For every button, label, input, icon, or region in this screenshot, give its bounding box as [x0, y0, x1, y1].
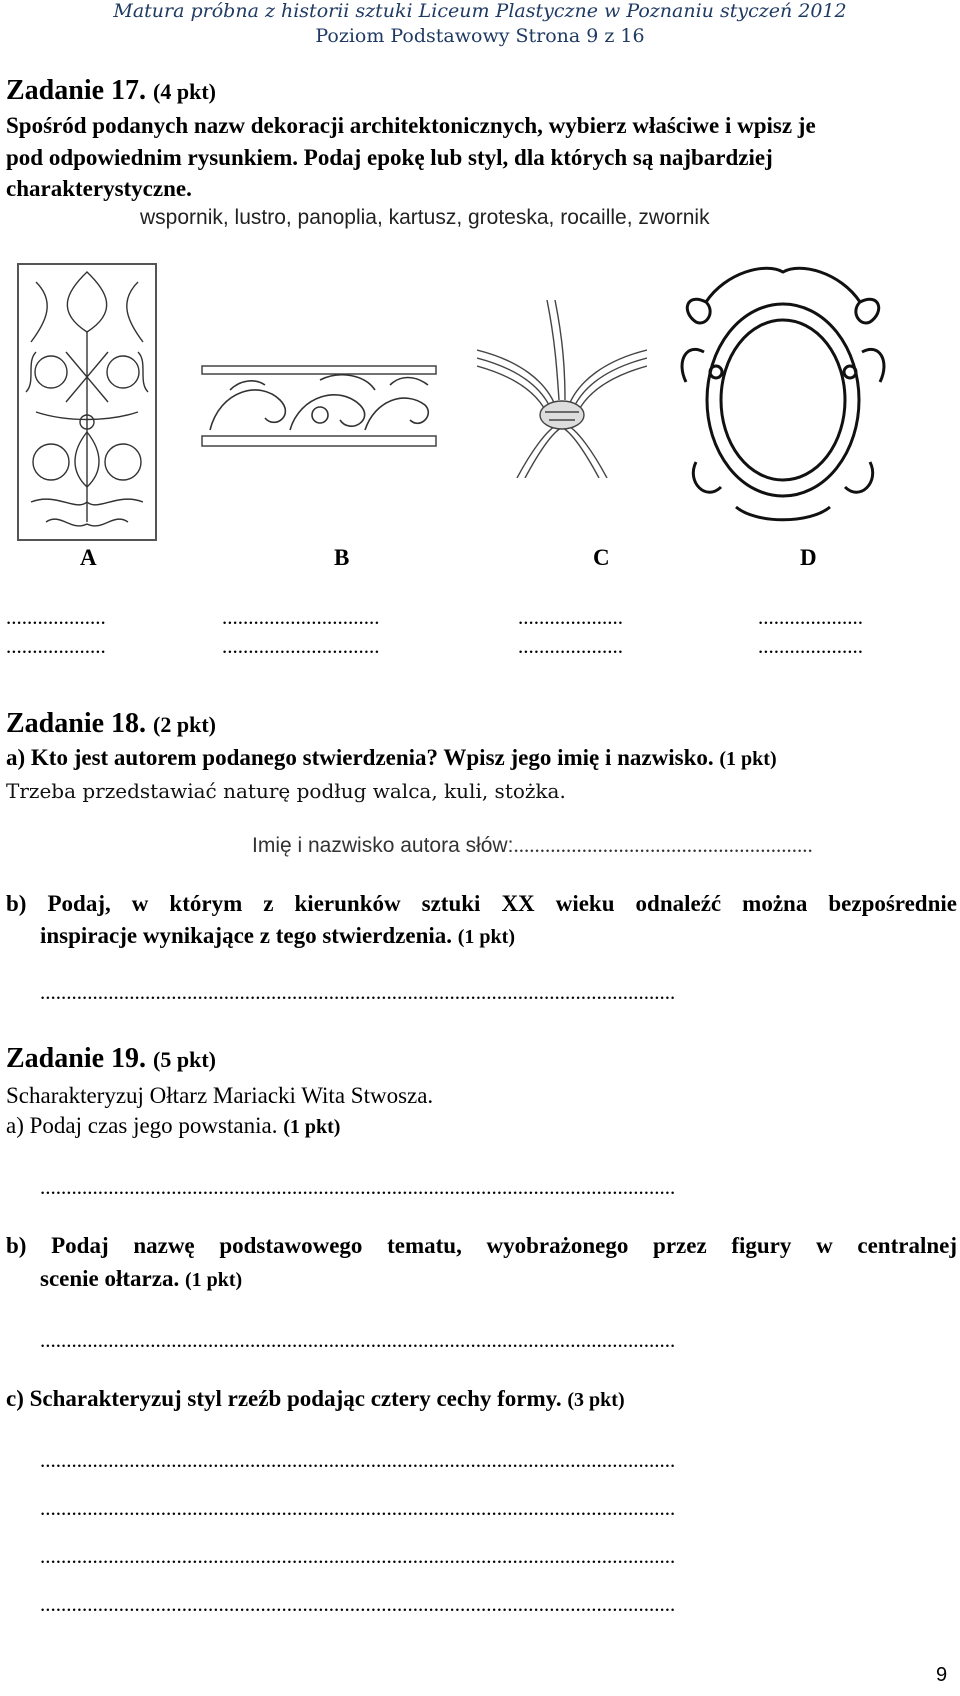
answer-c-line2[interactable]: ....................	[518, 634, 623, 658]
task18-a-question: a) Kto jest autorem podanego stwierdzenia? Wpisz jego imię i nazwisko.	[6, 745, 714, 770]
task19-b-line2: scenie ołtarza.	[40, 1266, 180, 1291]
task17-points: (4 pkt)	[153, 79, 216, 104]
label-d: D	[800, 545, 817, 570]
label-c: C	[593, 545, 610, 570]
drawing-c-keystone	[477, 300, 647, 478]
drawing-a-grotesque	[16, 262, 158, 542]
task19-c-answer-2[interactable]: .........................................................................................................................	[40, 1496, 676, 1520]
task19-a-points: (1 pkt)	[283, 1116, 341, 1138]
task19-heading	[6, 1043, 216, 1075]
task19-c-row	[6, 1386, 625, 1412]
task18-author-row	[252, 833, 813, 858]
task18-title: Zadanie 18.	[6, 708, 147, 739]
page-number: 9	[936, 1664, 948, 1686]
answer-b-line2[interactable]: ..............................	[222, 634, 380, 658]
task19-c-question: c) Scharakteryzuj styl rzeźb podając cztery cechy formy.	[6, 1386, 562, 1411]
task18-a-points: (1 pkt)	[719, 748, 777, 770]
drawing-d-cartouche	[676, 262, 890, 524]
task18-quote: Trzeba przedstawiać naturę podług walca, kuli, stożka.	[6, 779, 566, 803]
task19-c-points: (3 pkt)	[567, 1389, 625, 1411]
task19-a-answer[interactable]: .........................................................................................................................	[40, 1175, 676, 1199]
task18-heading	[6, 708, 216, 740]
task19-b-line2-row	[40, 1266, 242, 1292]
task19-b-answer[interactable]: .........................................................................................................................	[40, 1328, 676, 1352]
task18-author-answer[interactable]: .........................................................	[513, 833, 813, 857]
answer-b-line1[interactable]: ..............................	[222, 605, 380, 629]
task17-heading	[6, 75, 216, 107]
task19-c-answer-4[interactable]: .........................................................................................................................	[40, 1592, 676, 1616]
answer-a-line2[interactable]: ...................	[6, 634, 106, 658]
task17-title: Zadanie 17.	[6, 75, 147, 106]
task18-points: (2 pkt)	[153, 712, 216, 737]
answer-d-line2[interactable]: ....................	[758, 634, 863, 658]
answer-d-line1[interactable]: ....................	[758, 605, 863, 629]
header-subtitle: Poziom Podstawowy Strona 9 z 16	[315, 25, 645, 47]
task18-b-answer[interactable]: .........................................................................................................................	[40, 980, 676, 1004]
task18-b-line2: inspiracje wynikające z tego stwierdzenia.	[40, 923, 453, 948]
answer-c-line1[interactable]: ....................	[518, 605, 623, 629]
task18-b-line1: b) Podaj, w którym z kierunków sztuki XX wieku odnaleźć można bezpośrednie	[6, 891, 957, 916]
task17-line2: pod odpowiednim rysunkiem. Podaj epokę lub styl, dla których są najbardziej	[6, 145, 773, 170]
task19-title: Zadanie 19.	[6, 1043, 147, 1074]
header-title: Matura próbna z historii sztuki Liceum Plastyczne w Poznaniu styczeń 2012	[113, 0, 847, 22]
task18-b-points: (1 pkt)	[457, 926, 515, 948]
drawing-b-rocaille	[200, 360, 438, 456]
task18-author-label: Imię i nazwisko autora słów:	[252, 834, 514, 857]
task18-a-line	[6, 745, 777, 771]
task19-intro: Scharakteryzuj Ołtarz Mariacki Wita Stwosza.	[6, 1083, 434, 1108]
answer-a-line1[interactable]: ...................	[6, 605, 106, 629]
task17-line1: Spośród podanych nazw dekoracji architektonicznych, wybierz właściwe i wpisz je	[6, 113, 816, 138]
task17-line3: charakterystyczne.	[6, 176, 192, 201]
task19-a-row	[6, 1113, 340, 1139]
task19-c-answer-3[interactable]: .........................................................................................................................	[40, 1544, 676, 1568]
task18-b-line2-row	[40, 923, 515, 949]
task19-b-points: (1 pkt)	[184, 1269, 243, 1291]
label-b: B	[334, 545, 350, 570]
task19-c-answer-1[interactable]: .........................................................................................................................	[40, 1448, 676, 1472]
task19-b-line1: b) Podaj nazwę podstawowego tematu, wyobrażonego przez figury w centralnej	[6, 1233, 957, 1258]
task19-points: (5 pkt)	[153, 1047, 216, 1072]
label-a: A	[80, 545, 97, 570]
task17-options: wspornik, lustro, panoplia, kartusz, groteska, rocaille, zwornik	[140, 206, 710, 229]
task19-a-question: a) Podaj czas jego powstania.	[6, 1113, 278, 1138]
